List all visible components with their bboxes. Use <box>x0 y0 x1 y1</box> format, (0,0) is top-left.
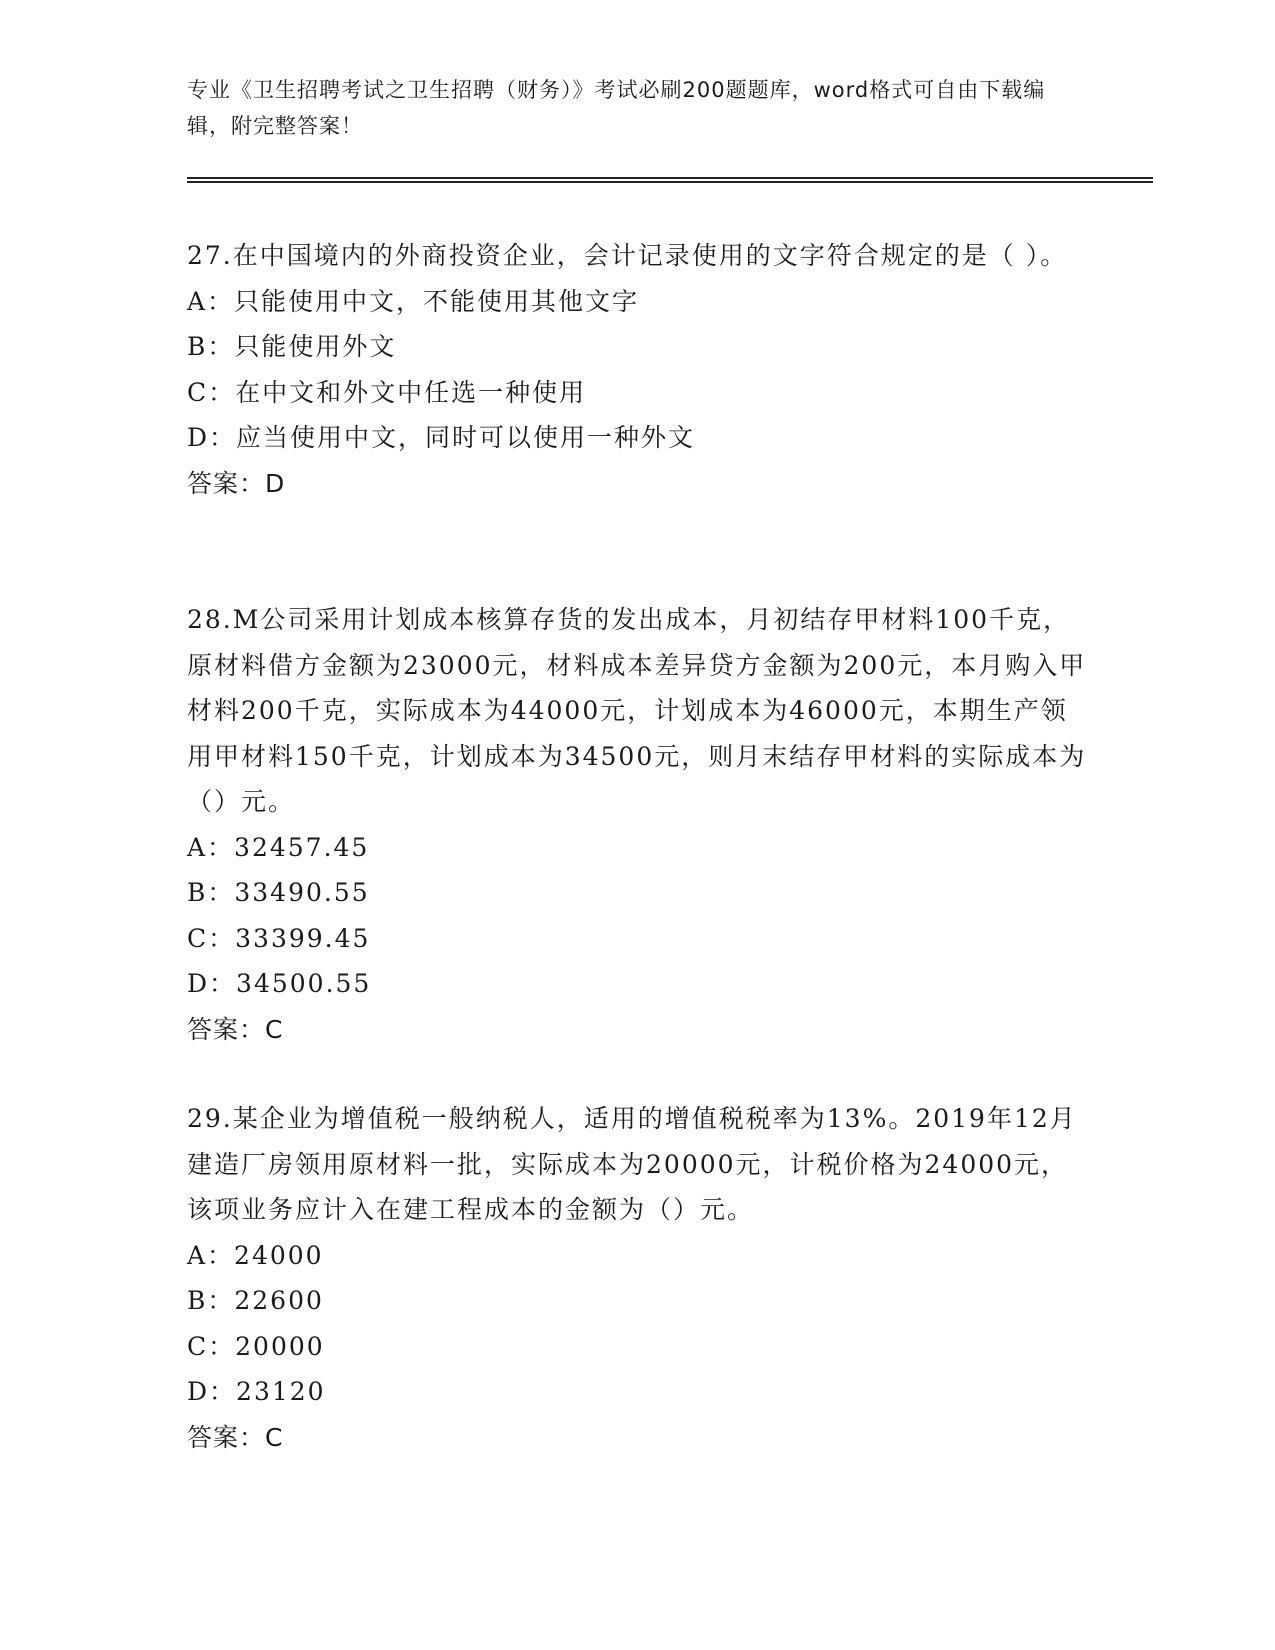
option-d: D：23120 <box>187 1377 326 1406</box>
question-stem: 28.M公司采用计划成本核算存货的发出成本，月初结存甲材料100千克，原材料借方金额为23000元，材料成本差异贷方金额为200元，本月购入甲材料200千克，实际成本为44000元，计划成本为46000元，本期生产领用甲材料150千克，计划成本为34500元，则月末结存甲材料的实际成本为（）元。 <box>187 605 1087 816</box>
option-b: B：33490.55 <box>187 878 370 907</box>
answer: 答案：C <box>187 1422 284 1452</box>
option-d: D：应当使用中文，同时可以使用一种外文 <box>187 423 696 452</box>
option-c: C：20000 <box>187 1331 325 1361</box>
option-a: A：只能使用中文，不能使用其他文字 <box>187 286 640 316</box>
question-28 <box>187 597 1087 1052</box>
document-header: 专业《卫生招聘考试之卫生招聘（财务）》考试必刷200题题库，word格式可自由下载编辑，附完整答案！ <box>187 78 1046 138</box>
answer: 答案：C <box>187 1014 284 1044</box>
option-a: A：24000 <box>187 1240 324 1270</box>
question-stem: 27.在中国境内的外商投资企业，会计记录使用的文字符合规定的是（ ）。 <box>187 241 1068 270</box>
option-b: B：22600 <box>187 1286 324 1315</box>
header-divider <box>187 177 1153 183</box>
option-b: B：只能使用外文 <box>187 332 397 361</box>
option-a: A：32457.45 <box>187 832 370 862</box>
option-c: C：在中文和外文中任选一种使用 <box>187 377 587 407</box>
question-stem: 29.某企业为增值税一般纳税人，适用的增值税税率为13%。2019年12月建造厂房领用原材料一批，实际成本为20000元，计税价格为24000元，该项业务应计入在建工程成本的金额为（）元。 <box>187 1104 1077 1224</box>
question-29 <box>187 1096 1087 1460</box>
answer: 答案：D <box>187 468 286 498</box>
option-d: D：34500.55 <box>187 969 372 998</box>
option-c: C：33399.45 <box>187 923 371 953</box>
question-27 <box>187 233 1087 506</box>
